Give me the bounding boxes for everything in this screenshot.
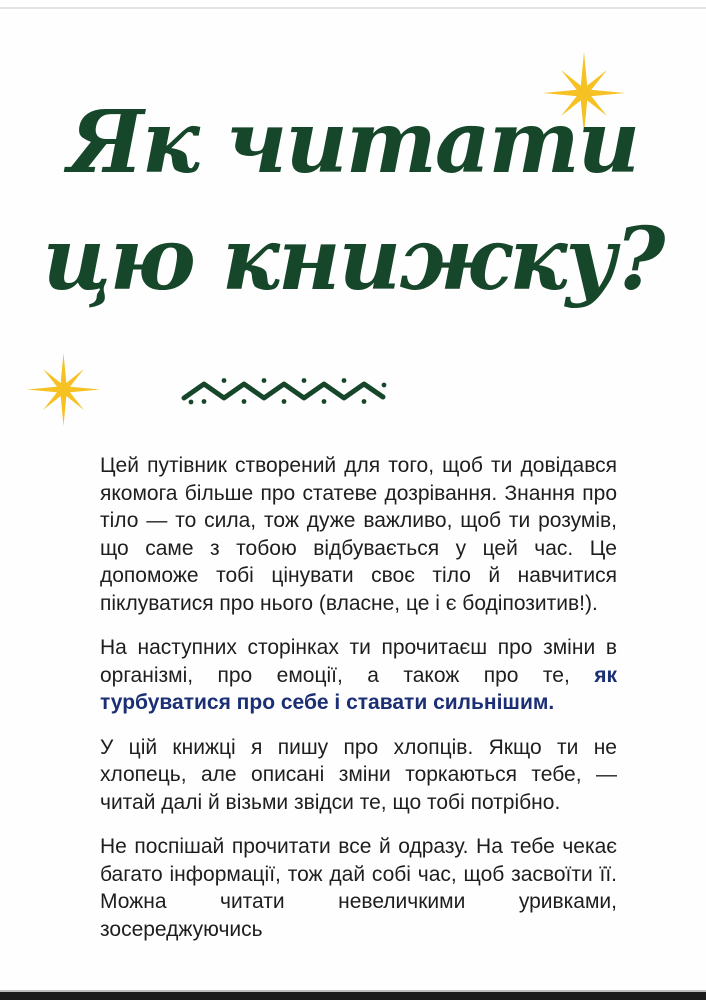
page-top-edge-line xyxy=(0,7,706,9)
body-text-block xyxy=(100,452,617,960)
body-paragraph: Цей путівник створений для того, щоб ти довідався якомога більше про статеве дозрівання. Знання про тіло — то сила, тож дуже важливо, щоб ти розумів, що саме з тобою відбувається у цей час. Це допоможе тобі цінувати своє тіло й навчитися піклуватися про нього (власне, це і є бодіпозитив!). xyxy=(100,454,617,615)
zigzag-divider-icon xyxy=(181,376,387,406)
title-line-1: Як читати xyxy=(67,92,639,193)
body-paragraph: Не поспішай прочитати все й одразу. На тебе чекає багато інформації, тож дай собі час, щоб засвоїти її. Можна читати невеличкими уривками, зосереджуючись xyxy=(100,835,617,941)
body-paragraph: У цій книжці я пишу про хлопців. Якщо ти не хлопець, але описані зміни торкаються тебе, — читай далі й візьми звідси те, що тобі потрібно. xyxy=(100,735,617,814)
page-title xyxy=(0,84,706,318)
paragraph-text: На наступних сторінках ти прочитаєш про зміни в організмі, про емоції, а також про те, xyxy=(100,636,617,687)
sparkle-star-icon xyxy=(27,353,100,426)
page-bottom-bar xyxy=(0,990,706,1000)
body-paragraph xyxy=(100,634,617,717)
highlighted-text: як турбуватися про себе і ставати сильнішим. xyxy=(100,663,617,714)
title-line-2: цю книжку? xyxy=(42,209,664,310)
